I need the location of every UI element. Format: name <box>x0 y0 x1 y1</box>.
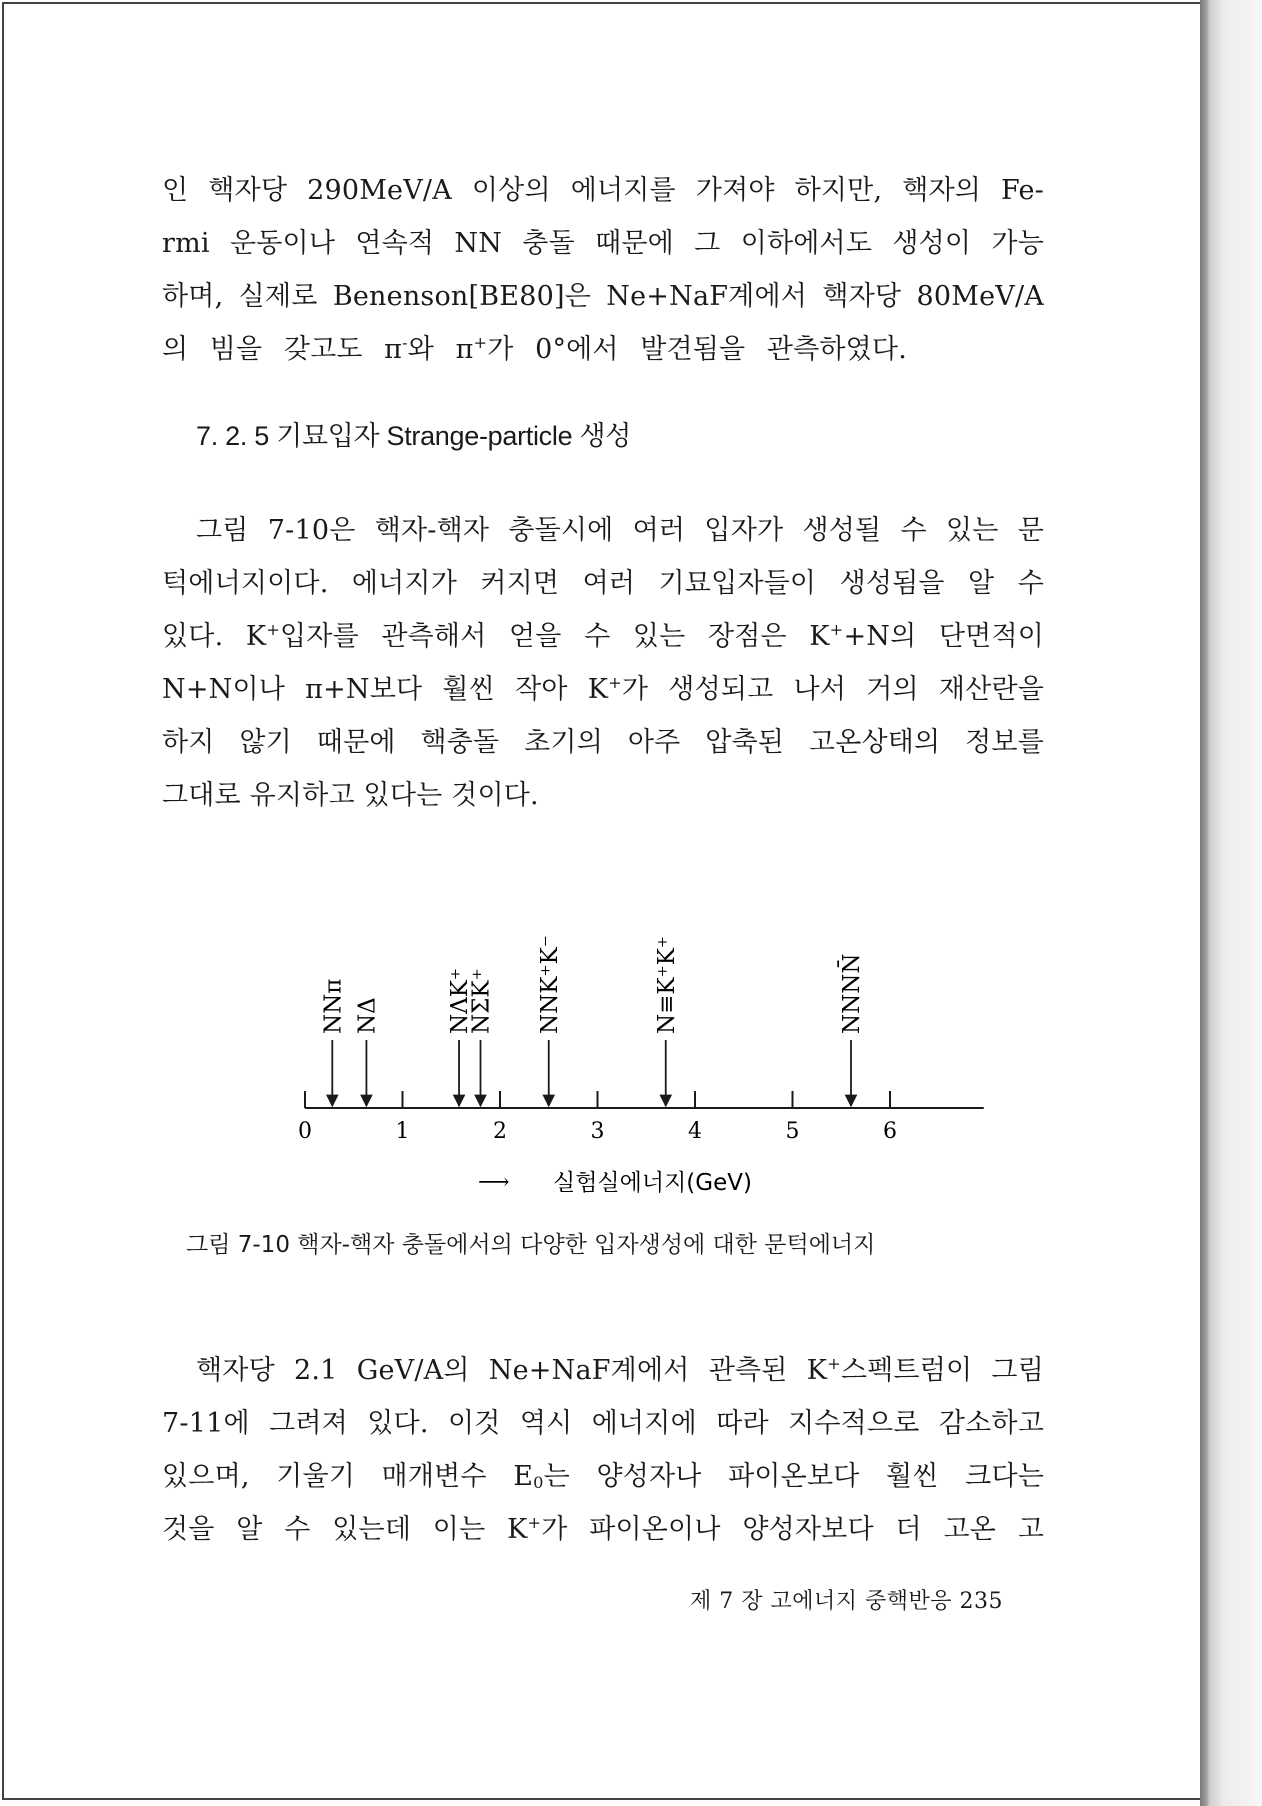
text-line: 핵자당 2.1 GeV/A의 Ne+NaF계에서 관측된 K+스펙트럼이 그림 <box>196 1354 1044 1386</box>
threshold-label: NΛK⁺ <box>447 967 474 1034</box>
text-line: 의 빔을 갖고도 π-와 π+가 0°에서 발견됨을 관측하였다. <box>162 333 908 365</box>
x-tick-label: 5 <box>785 1119 800 1144</box>
figure-caption: 그림 7-10 핵자-핵자 충돌에서의 다양한 입자생성에 대한 문턱에너지 <box>186 1232 876 1258</box>
x-tick-label: 4 <box>688 1119 702 1144</box>
x-tick-label: 0 <box>298 1119 312 1144</box>
threshold-label: NΣK⁺ <box>468 968 495 1034</box>
text-line: 7-11에 그려져 있다. 이것 역시 에너지에 따라 지수적으로 감소하고 <box>162 1408 1044 1439</box>
threshold-label: NNK⁺K⁻ <box>536 935 563 1034</box>
x-tick-label: 2 <box>493 1119 507 1144</box>
text-line: 그대로 유지하고 있다는 것이다. <box>162 780 539 811</box>
x-tick-label: 1 <box>395 1119 410 1144</box>
text-line: N+N이나 π+N보다 훨씬 작아 K+가 생성되고 나서 거의 재산란을 <box>162 673 1045 705</box>
threshold-label: NNπ <box>320 978 347 1034</box>
threshold-label: NNNN̄ <box>839 953 865 1034</box>
page-footer: 제 7 장 고에너지 중핵반응 235 <box>690 1589 1003 1614</box>
threshold-label: NΔ <box>354 997 381 1034</box>
text-line: 하며, 실제로 Benenson[BE80]은 Ne+NaF계에서 핵자당 80MeV/A <box>162 281 1044 312</box>
text-line: 인 핵자당 290MeV/A 이상의 에너지를 가져야 하지만, 핵자의 Fe- <box>162 175 1044 206</box>
text-line: 것을 알 수 있는데 이는 K+가 파이온이나 양성자보다 더 고온 고 <box>162 1513 1044 1545</box>
text-line: 그림 7-10은 핵자-핵자 충돌시에 여러 입자가 생성될 수 있는 문 <box>196 515 1044 546</box>
x-tick-label: 6 <box>883 1119 897 1144</box>
x-axis-arrow-glyph: ⟶ <box>478 1170 510 1195</box>
text-line: 턱에너지이다. 에너지가 커지면 여러 기묘입자들이 생성됨을 알 수 <box>162 568 1044 599</box>
chart-layer <box>298 935 984 1196</box>
x-tick-label: 3 <box>590 1119 605 1144</box>
x-axis-label: 실험실에너지(GeV) <box>553 1170 752 1196</box>
threshold-label: N≡K⁺K⁺ <box>653 935 680 1034</box>
text-line: 있다. K+입자를 관측해서 얻을 수 있는 장점은 K++N의 단면적이 <box>162 620 1045 652</box>
text-line: 있으며, 기울기 매개변수 $E_0$는 양성자나 파이온보다 훨씬 크다는 <box>162 1461 1045 1492</box>
section-heading: 7. 2. 5 기묘입자 Strange-particle 생성 <box>196 421 632 451</box>
paragraph-3 <box>162 1344 1044 1556</box>
text-line: 하지 않기 때문에 핵충돌 초기의 아주 압축된 고온상태의 정보를 <box>162 727 1044 758</box>
text-line: rmi 운동이나 연속적 NN 충돌 때문에 그 이하에서도 생성이 가능 <box>162 228 1044 259</box>
